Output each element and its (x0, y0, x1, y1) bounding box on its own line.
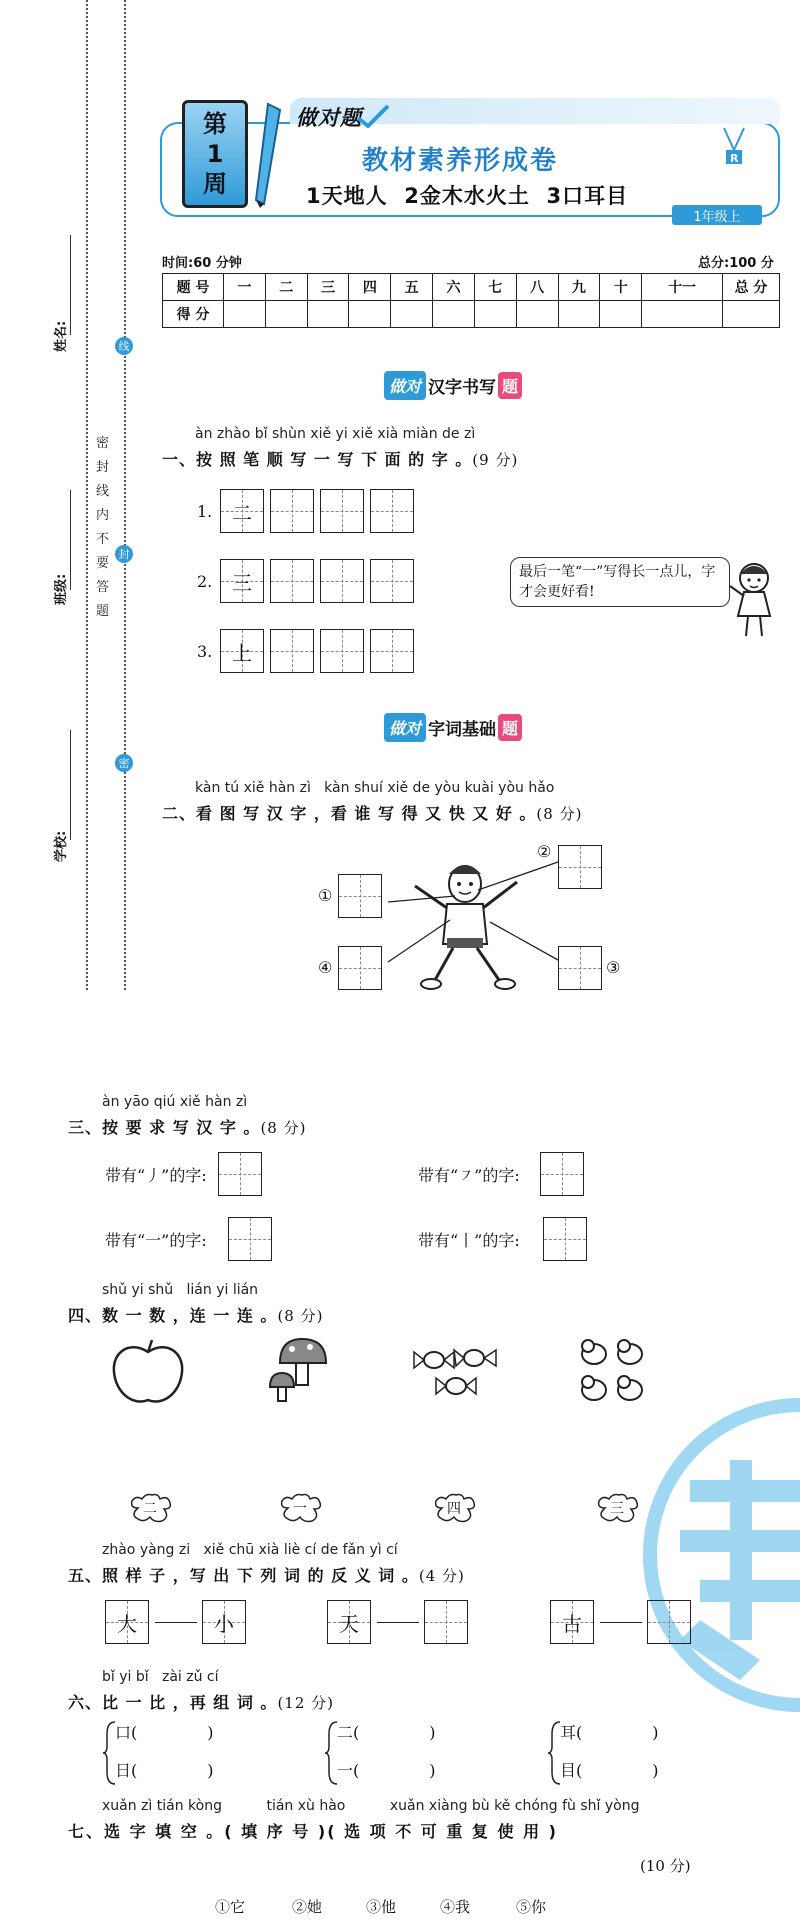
q4-score: (8 分) (277, 1307, 324, 1325)
q1-row3-char: 上 (232, 640, 252, 665)
q1-row2-write-box[interactable] (320, 559, 364, 603)
q7-option-1[interactable]: ①它 (215, 1898, 246, 1916)
q1-row1-num: 1. (197, 502, 213, 521)
q3-title (68, 1115, 306, 1138)
section-banner-ti: 题 (498, 714, 522, 741)
q7-option-5[interactable]: ⑤你 (516, 1898, 547, 1916)
q6-g3-item1-text: 耳( (560, 1723, 583, 1742)
school-label: 学校: (54, 830, 69, 862)
grade-badge (672, 205, 762, 225)
q4-pinyin: shǔ yi shǔ lián yi lián (102, 1282, 259, 1298)
q6-g1-item2[interactable] (115, 1758, 214, 1781)
q4-flower-3-text: 四 (447, 1501, 461, 1517)
score-head-cell: 二 (265, 274, 307, 301)
q7-title: 七、选 字 填 空 。( 填 序 号 )( 选 项 不 可 重 复 使 用 ) (68, 1822, 558, 1841)
seal-mark-xian-text: 线 (118, 340, 130, 353)
score-cell[interactable] (349, 301, 391, 328)
q2-label-2: ② (537, 842, 552, 861)
week-badge (182, 100, 248, 208)
q1-row1-sample-box (220, 489, 264, 533)
score-head-cell: 十 (600, 274, 642, 301)
q6-g1-item2-text: 日( (115, 1761, 138, 1780)
q6-close-paren: ) (429, 1723, 436, 1742)
score-head-cell: 六 (433, 274, 475, 301)
q1-title (162, 447, 518, 470)
q2-box-1[interactable] (338, 874, 382, 918)
q1-pinyin: àn zhào bǐ shùn xiě yi xiě xià miàn de zì (195, 426, 476, 442)
q3-item-4-label: 带有“丨”的字: (418, 1231, 520, 1250)
q5-title (68, 1563, 465, 1586)
q5-pair2-left: 天 (339, 1611, 359, 1636)
q1-row3-num: 3. (197, 642, 213, 661)
section-banner-words (384, 712, 522, 742)
paper-subtitle: 1天地人 2金木水火土 3口耳目 (306, 184, 629, 208)
q7-option-4[interactable]: ④我 (440, 1898, 471, 1916)
q1-row2-num: 2. (197, 572, 213, 591)
paper-title: 教材素养形成卷 (362, 146, 559, 176)
seal-mark-xian (115, 337, 133, 355)
section-banner-writing (384, 370, 522, 400)
q3-pinyin: àn yāo qiú xiě hàn zì (102, 1094, 248, 1110)
q3-item-3-label: 带有“一”的字: (105, 1231, 207, 1250)
score-table (162, 273, 780, 328)
q6-g2-item2-text: 一( (337, 1761, 360, 1780)
q6-g3-item2-text: 目( (560, 1761, 583, 1780)
q6-g2-item2[interactable] (337, 1758, 436, 1781)
q5-pair3-left-box (550, 1600, 594, 1644)
seal-mark-mi-text: 密 (118, 757, 130, 770)
week-badge-line2: 1 (206, 140, 224, 168)
q6-g3-item1[interactable] (560, 1720, 659, 1743)
q3-item-1-box[interactable] (218, 1152, 262, 1196)
q6-g2-item1[interactable] (337, 1720, 436, 1743)
q3-score: (8 分) (260, 1119, 307, 1137)
q5-pair1-right-box (202, 1600, 246, 1644)
score-head-cell: 八 (516, 274, 558, 301)
seal-warning-text: 密 封 线 内 不 要 答 题 (96, 436, 110, 619)
q3-title-text: 三、按 要 求 写 汉 字 。 (68, 1118, 261, 1137)
q5-pair3-left: 古 (562, 1611, 582, 1636)
mushrooms-picture[interactable] (268, 1335, 332, 1405)
score-head-cell: 三 (307, 274, 349, 301)
q1-tip-bubble (510, 557, 730, 607)
q2-pinyin: kàn tú xiě hàn zì kàn shuí xiě de yòu kuài yòu hǎo (195, 780, 555, 796)
q5-pair1-left-box (105, 1600, 149, 1644)
brand-logo: 做对题 (296, 106, 362, 130)
score-cell[interactable] (642, 301, 723, 328)
q2-box-2[interactable] (558, 845, 602, 889)
q1-score: (9 分) (472, 451, 519, 469)
score-head-cell: 题 号 (163, 274, 224, 301)
q4-flower-2-text: 一 (293, 1501, 307, 1517)
q6-g1-item1[interactable] (115, 1720, 214, 1743)
score-table-header-row (163, 274, 780, 301)
section-banner-title: 汉字书写 (428, 377, 497, 398)
q1-row1-char: 二 (232, 500, 252, 525)
q2-label-4: ④ (318, 958, 333, 977)
q4-flower-3[interactable] (432, 1493, 476, 1523)
q6-close-paren: ) (652, 1761, 659, 1780)
q5-score: (4 分) (418, 1567, 465, 1585)
q4-flower-1-text: 二 (143, 1501, 157, 1517)
q4-title-text: 四、数 一 数 ，连 一 连 。 (68, 1306, 278, 1325)
q5-pair3-answer-box[interactable] (647, 1600, 691, 1644)
q1-row2-sample-box (220, 559, 264, 603)
q7-option-2[interactable]: ②她 (292, 1898, 323, 1916)
q2-title (162, 801, 582, 824)
score-table-score-row (163, 301, 780, 328)
q6-title-text: 六、比 一 比 ，再 组 词 。 (68, 1693, 278, 1712)
margin-dotted-line-right (124, 0, 126, 990)
q4-flower-4-text: 三 (610, 1501, 624, 1517)
section-banner-zd: 做对 (384, 371, 426, 400)
score-head-cell: 七 (474, 274, 516, 301)
q7-score: (10 分) (640, 1857, 691, 1875)
q6-close-paren: ) (652, 1723, 659, 1742)
score-row-label: 得 分 (163, 301, 224, 328)
q2-label-1: ① (318, 886, 333, 905)
time-info: 时间:60 分钟 (162, 256, 242, 271)
score-head-cell: 十一 (642, 274, 723, 301)
score-cell[interactable] (433, 301, 475, 328)
brand-check-icon (356, 104, 390, 128)
q3-item-2-box[interactable] (540, 1152, 584, 1196)
candies-picture[interactable] (412, 1338, 502, 1408)
section-banner-ti: 题 (498, 372, 522, 399)
girl-cartoon-icon (726, 556, 782, 642)
q6-close-paren: ) (429, 1761, 436, 1780)
q7-pinyin: xuǎn zì tián kòng tián xù hào xuǎn xiàng bù kě chóng fù shǐ yòng (102, 1798, 640, 1814)
score-cell[interactable] (265, 301, 307, 328)
score-head-cell: 一 (224, 274, 266, 301)
r-badge-icon (718, 126, 750, 172)
score-cell[interactable] (307, 301, 349, 328)
q5-pinyin: zhào yàng zi xiě chū xià liè cí de fǎn yì cí (102, 1542, 398, 1558)
q1-row3-write-box[interactable] (370, 629, 414, 673)
q7-option-3[interactable]: ③他 (366, 1898, 397, 1916)
school-blank[interactable] (70, 730, 71, 840)
q4-title (68, 1303, 323, 1326)
seal-mark-feng (115, 545, 133, 563)
pointer-lines (380, 850, 580, 990)
q5-pair1-left: 大 (117, 1611, 137, 1636)
score-cell[interactable] (391, 301, 433, 328)
q2-score: (8 分) (536, 805, 583, 823)
q1-row1-write-box[interactable] (320, 489, 364, 533)
q5-pair1-right: 小 (214, 1611, 234, 1636)
q5-pair3-dash (600, 1622, 642, 1623)
q6-close-paren: ) (207, 1761, 214, 1780)
q1-row3-write-box[interactable] (320, 629, 364, 673)
week-badge-line3: 周 (203, 170, 227, 198)
total-info: 总分:100 分 (698, 256, 774, 271)
score-cell[interactable] (600, 301, 642, 328)
q6-g2-item1-text: 二( (337, 1723, 360, 1742)
class-blank[interactable] (70, 490, 71, 590)
q3-item-2-label: 带有“㇇”的字: (418, 1166, 520, 1185)
q1-row2-char: 三 (232, 570, 252, 595)
score-cell[interactable] (558, 301, 600, 328)
margin-dotted-line-left (86, 0, 88, 990)
q5-pair2-left-box (327, 1600, 371, 1644)
q2-label-3: ③ (606, 958, 621, 977)
q1-row2-write-box[interactable] (270, 559, 314, 603)
q2-box-4[interactable] (338, 946, 382, 990)
score-cell[interactable] (723, 301, 780, 328)
score-cell[interactable] (224, 301, 266, 328)
section-banner-zd: 做对 (384, 713, 426, 742)
q1-tip-text: 最后一笔“一”写得长一点儿，字才会更好看! (519, 564, 716, 600)
score-head-cell: 四 (349, 274, 391, 301)
score-head-cell: 五 (391, 274, 433, 301)
name-label: 姓名: (54, 320, 69, 352)
watermark-stamp (620, 1390, 800, 1720)
q4-flower-2[interactable] (278, 1493, 322, 1523)
q3-item-1-label: 带有“丿”的字: (105, 1166, 207, 1185)
apple-picture[interactable] (110, 1338, 186, 1408)
q5-title-text: 五、照 样 子 ，写 出 下 列 词 的 反 义 词 。 (68, 1566, 419, 1585)
score-cell[interactable] (474, 301, 516, 328)
name-blank[interactable] (70, 235, 71, 335)
q5-pair2-answer-box[interactable] (424, 1600, 468, 1644)
score-head-cell: 九 (558, 274, 600, 301)
q5-pair1-dash (155, 1622, 197, 1623)
q6-title (68, 1690, 334, 1713)
grade-badge-text: 1年级上 (693, 209, 741, 225)
score-cell[interactable] (516, 301, 558, 328)
q4-flower-1[interactable] (128, 1493, 172, 1523)
r-badge-text: R (730, 152, 739, 165)
week-badge-line1: 第 (203, 110, 227, 138)
q2-title-text: 二、看 图 写 汉 字 ，看 谁 写 得 又 快 又 好 。 (162, 804, 537, 823)
seal-mark-mi (115, 754, 133, 772)
q1-row1-write-box[interactable] (370, 489, 414, 533)
q3-item-3-box[interactable] (228, 1217, 272, 1261)
q1-row2-write-box[interactable] (370, 559, 414, 603)
q1-row3-sample-box (220, 629, 264, 673)
q6-g3-item2[interactable] (560, 1758, 659, 1781)
pen-icon (248, 100, 288, 210)
class-label: 班级: (54, 573, 69, 605)
seal-mark-feng-text: 封 (118, 548, 130, 561)
q2-box-3[interactable] (558, 946, 602, 990)
q6-close-paren: ) (207, 1723, 214, 1742)
q6-pinyin: bǐ yi bǐ zài zǔ cí (102, 1669, 219, 1685)
q1-row3-write-box[interactable] (270, 629, 314, 673)
q6-score: (12 分) (277, 1694, 334, 1712)
q3-item-4-box[interactable] (543, 1217, 587, 1261)
q1-title-text: 一、按 照 笔 顺 写 一 写 下 面 的 字 。 (162, 450, 473, 469)
q5-pair2-dash (377, 1622, 419, 1623)
section-banner-title: 字词基础 (428, 719, 497, 740)
q1-row1-write-box[interactable] (270, 489, 314, 533)
q6-g1-item1-text: 口( (115, 1723, 138, 1742)
score-head-cell: 总 分 (723, 274, 780, 301)
